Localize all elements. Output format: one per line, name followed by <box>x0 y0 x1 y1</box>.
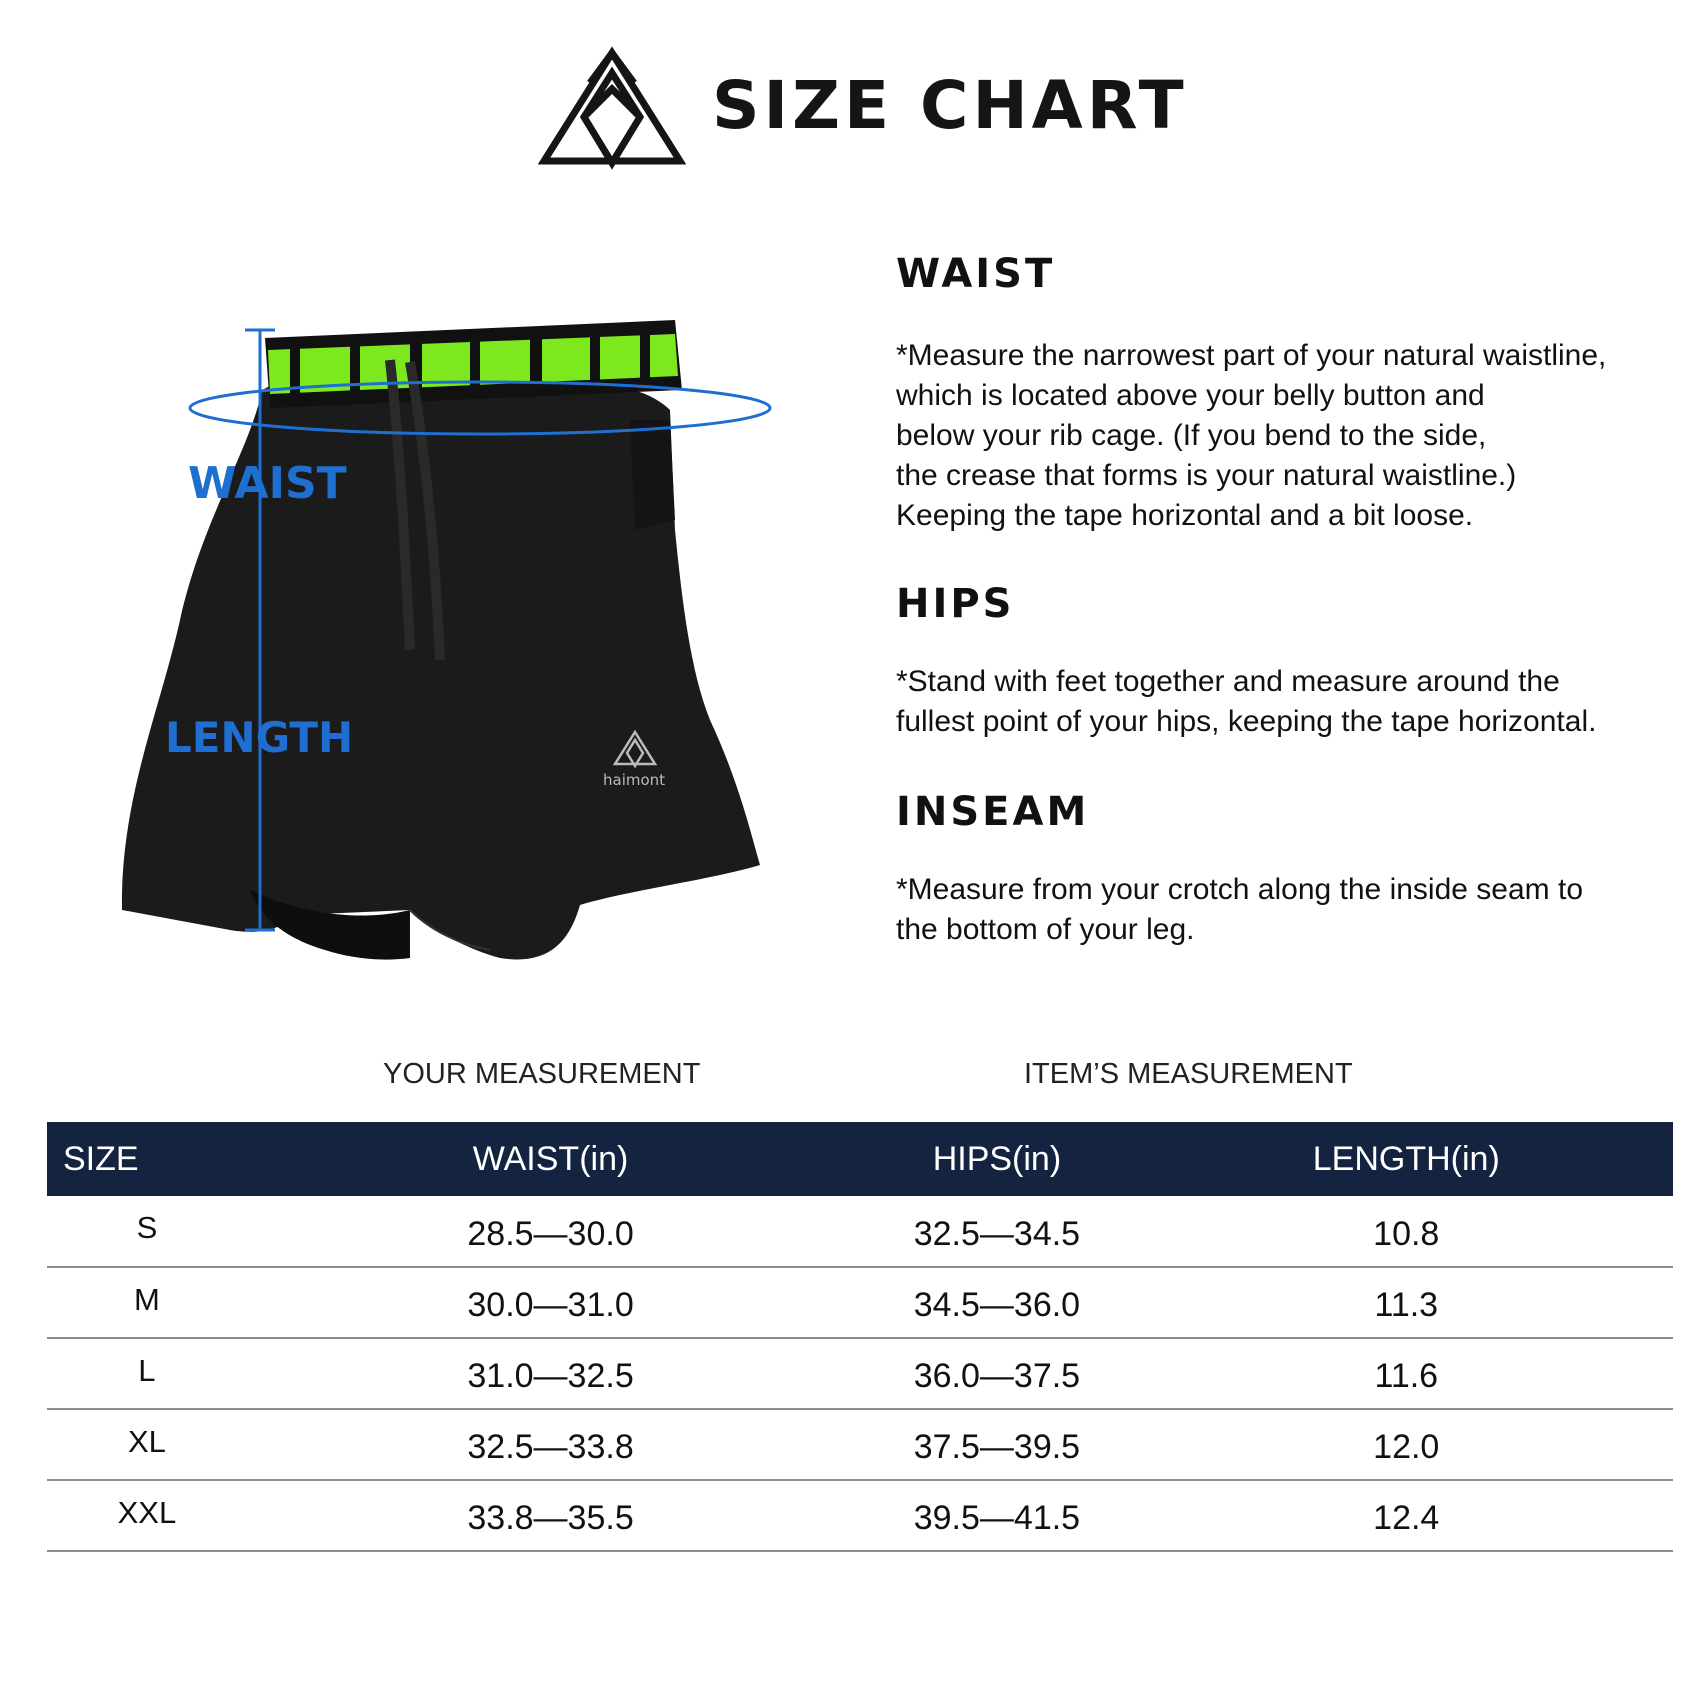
cell-hips: 39.5—41.5 <box>854 1480 1139 1551</box>
group-label-item-measurement: ITEM’S MEASUREMENT <box>1024 1058 1353 1090</box>
size-table <box>47 1122 1673 1552</box>
group-label-your-measurement: YOUR MEASUREMENT <box>383 1058 701 1090</box>
column-header-waist: WAIST(in) <box>472 1139 629 1178</box>
column-header-hips: HIPS(in) <box>932 1139 1062 1178</box>
guide-inseam-text: *Measure from your crotch along the inside seam to the bottom of your leg. <box>896 873 1583 946</box>
cell-size: M <box>47 1267 247 1338</box>
cell-hips: 32.5—34.5 <box>854 1196 1139 1267</box>
guide-hips <box>896 581 1597 742</box>
cell-length: 10.8 <box>1140 1196 1673 1267</box>
mountain-triangle-logo-icon <box>538 45 686 171</box>
cell-length: 12.4 <box>1140 1480 1673 1551</box>
length-measure-label: LENGTH <box>165 713 354 762</box>
cell-size: S <box>47 1196 247 1267</box>
cell-size: XXL <box>47 1480 247 1551</box>
table-row <box>47 1409 1673 1480</box>
guide-hips-heading: HIPS <box>896 581 1015 627</box>
cell-waist: 31.0—32.5 <box>247 1338 854 1409</box>
header <box>0 45 1700 175</box>
cell-size: L <box>47 1338 247 1409</box>
table-row <box>47 1338 1673 1409</box>
column-header-size: SIZE <box>63 1139 139 1178</box>
guide-waist-heading: WAIST <box>896 251 1056 297</box>
table-row <box>47 1480 1673 1551</box>
cell-size: XL <box>47 1409 247 1480</box>
guide-inseam-heading: INSEAM <box>896 789 1090 835</box>
cell-waist: 32.5—33.8 <box>247 1409 854 1480</box>
cell-length: 11.6 <box>1140 1338 1673 1409</box>
cell-waist: 30.0—31.0 <box>247 1267 854 1338</box>
product-image <box>110 290 850 990</box>
column-header-length: LENGTH(in) <box>1312 1139 1500 1178</box>
cell-length: 12.0 <box>1140 1409 1673 1480</box>
cell-hips: 36.0—37.5 <box>854 1338 1139 1409</box>
guide-waist <box>896 251 1607 536</box>
guide-inseam <box>896 789 1583 950</box>
table-group-labels <box>47 1050 1673 1110</box>
cell-hips: 34.5—36.0 <box>854 1267 1139 1338</box>
table-row <box>47 1196 1673 1267</box>
size-table-section <box>47 1050 1673 1552</box>
cell-length: 11.3 <box>1140 1267 1673 1338</box>
cell-waist: 28.5—30.0 <box>247 1196 854 1267</box>
cell-waist: 33.8—35.5 <box>247 1480 854 1551</box>
waist-measure-label: WAIST <box>188 458 347 509</box>
cell-hips: 37.5—39.5 <box>854 1409 1139 1480</box>
table-header-row <box>47 1122 1673 1196</box>
brand-logo-text: haimont <box>603 771 666 789</box>
table-row <box>47 1267 1673 1338</box>
guide-hips-text: *Stand with feet together and measure around the fullest point of your hips, keeping the tape horizontal. <box>896 665 1597 738</box>
guide-waist-text: *Measure the narrowest part of your natural waistline, which is located above your belly button and below your rib cage. (If you bend to the side, the crease that forms is your natural waistline.) Keeping the tape horizontal and a bit loose. <box>896 339 1607 532</box>
page-title: SIZE CHART <box>712 67 1188 144</box>
